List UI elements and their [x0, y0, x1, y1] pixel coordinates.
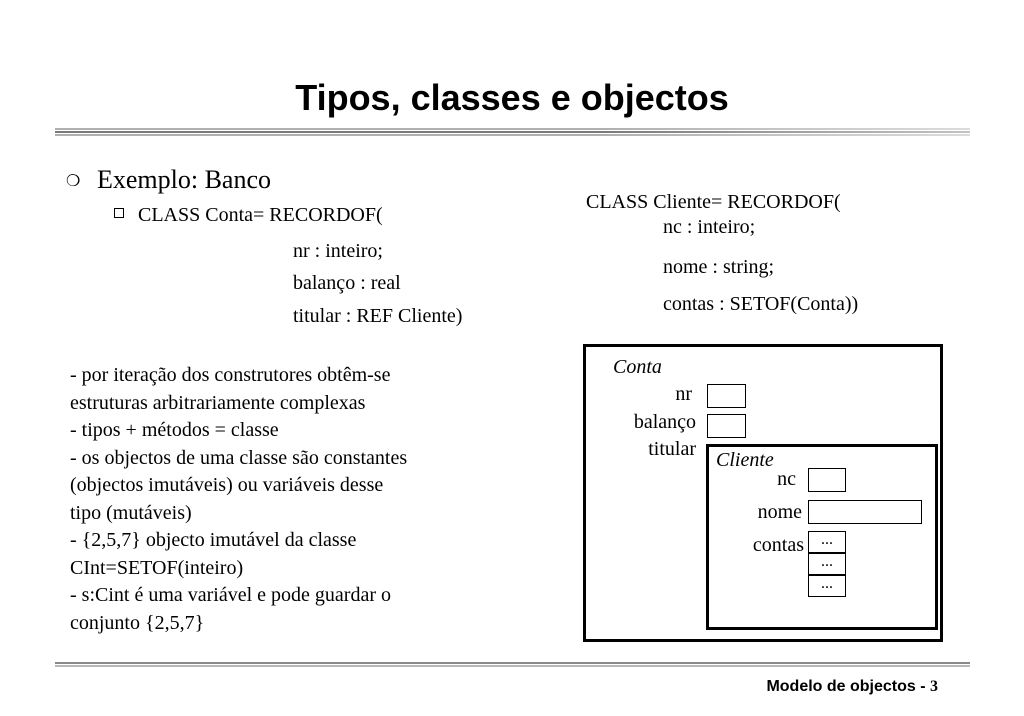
cliente-record-name: Cliente: [716, 449, 774, 471]
note-line: tipo (mutáveis): [70, 501, 192, 524]
cliente-field-contas: contas : SETOF(Conta)): [663, 293, 859, 315]
bullet-text: Exemplo: Banco: [97, 165, 272, 194]
contas-set-item: ...: [808, 575, 846, 597]
contas-set-item: ...: [808, 531, 846, 553]
conta-field-nr: nr : inteiro;: [293, 240, 383, 262]
note-line: estruturas arbitrariamente complexas: [70, 391, 366, 414]
footer-divider: [55, 662, 970, 667]
conta-class-header: CLASS Conta= RECORDOF(: [138, 204, 383, 226]
note-line: - tipos + métodos = classe: [70, 419, 279, 441]
cliente-field-nome: nome : string;: [663, 256, 775, 278]
hollow-circle-bullet-icon: ❍: [66, 173, 81, 190]
title-divider-fade: [55, 128, 970, 136]
cliente-label-nome: nome: [757, 501, 802, 523]
contas-set-item: ...: [808, 553, 846, 575]
cliente-nc-slot: [808, 468, 846, 492]
page-number: 3: [930, 678, 938, 695]
page-title: Tipos, classes e objectos: [295, 77, 729, 118]
note-line: - os objectos de uma classe são constantes: [70, 446, 408, 469]
note-line: - s:Cint é uma variável e pode guardar o: [70, 584, 391, 606]
note-line: - por iteração dos construtores obtêm-se: [70, 364, 391, 386]
notes-paragraph: [70, 362, 490, 637]
note-line: CInt=SETOF(inteiro): [70, 556, 244, 579]
conta-label-balanco: balanço: [633, 411, 696, 433]
footer-label: Modelo de objectos -: [766, 678, 930, 695]
conta-field-titular: titular : REF Cliente): [293, 305, 463, 327]
cliente-label-contas: contas: [752, 534, 804, 556]
square-bullet-icon: [114, 208, 124, 218]
conta-label-nr: nr: [675, 383, 692, 405]
conta-record-name: Conta: [613, 356, 662, 378]
conta-nr-slot: [707, 384, 746, 408]
cliente-class-header: CLASS Cliente= RECORDOF(: [586, 191, 841, 213]
note-line: conjunto {2,5,7}: [70, 611, 205, 634]
note-line: - {2,5,7} objecto imutável da classe: [70, 529, 357, 551]
conta-label-titular: titular: [648, 438, 696, 460]
slide-footer: [766, 677, 938, 697]
conta-balanco-slot: [707, 414, 746, 438]
note-line: (objectos imutáveis) ou variáveis desse: [70, 474, 384, 496]
cliente-field-nc: nc : inteiro;: [663, 216, 756, 238]
cliente-nome-slot: [808, 500, 922, 524]
conta-field-balanco: balanço : real: [293, 272, 401, 294]
cliente-label-nc: nc: [777, 468, 796, 490]
